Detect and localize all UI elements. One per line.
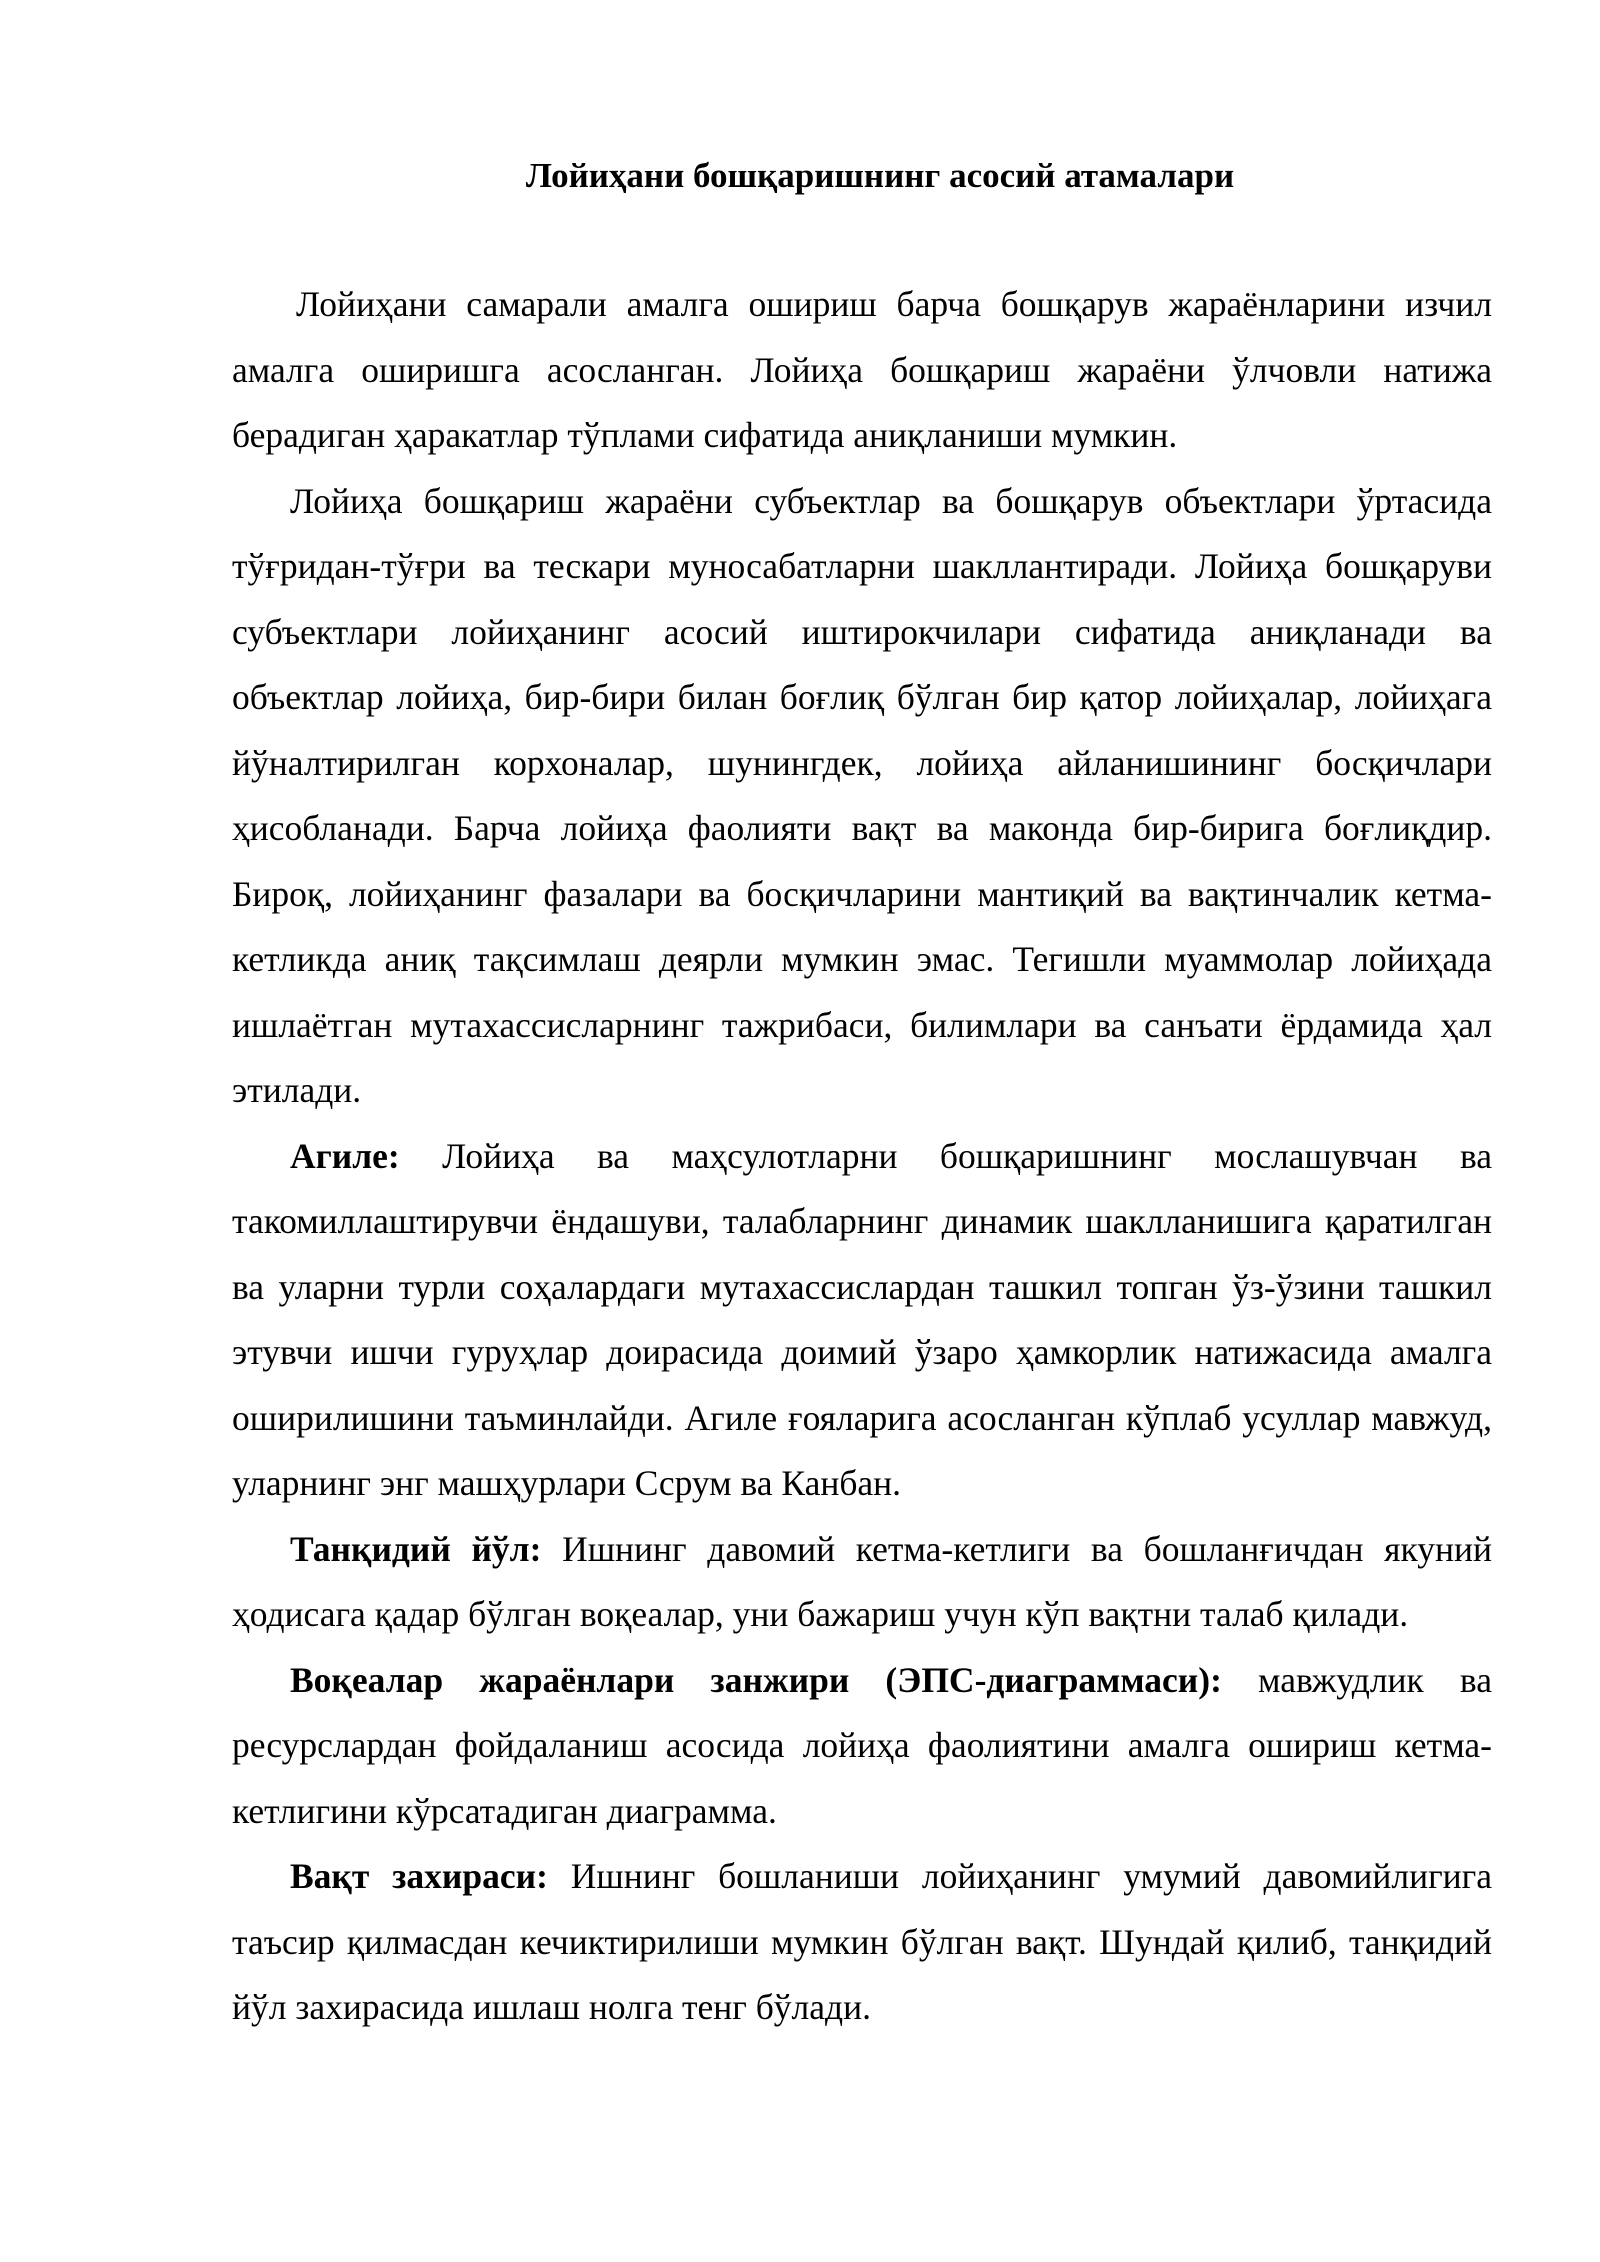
paragraph-process — [232, 469, 1492, 1124]
paragraph-text: мавжудлик ва ресурслардан фойдаланиш асосида лойиҳа фаолиятини амалга ошириш кетма-кетлигини кўрсатадиган диаграмма. — [232, 1659, 1492, 1831]
paragraph-text: Ишнинг бошланиши лойиҳанинг умумий давомийлигига таъсир қилмасдан кечиктирилиши мумкин бўлган вақт. Шундай қилиб, танқидий йўл захирасида ишлаш нолга тенг бўлади. — [232, 1856, 1492, 2027]
paragraph-term: Агиле: — [290, 1135, 400, 1176]
paragraph-text: Лойиҳани самарали амалга ошириш барча бошқарув жараёнларини изчил амалга оширишга асосланган. Лойиҳа бошқариш жараёни ўлчовли натижа берадиган ҳаракатлар тўплами сифатида аниқланиши мумкин. — [232, 284, 1492, 455]
paragraph-term: Танқидий йўл: — [290, 1528, 542, 1569]
paragraph-term: Вақт захираси: — [290, 1856, 548, 1896]
paragraph-text: Ишнинг давомий кетма-кетлиги ва бошланғичдан якуний ҳодисага қадар бўлган воқеалар, уни бажариш учун кўп вақтни талаб қилади. — [232, 1528, 1492, 1634]
paragraph-time-reserve — [232, 1844, 1492, 2041]
paragraph-text: Лойиҳа ва маҳсулотларни бошқаришнинг мослашувчан ва такомиллаштирувчи ёндашуви, талабларнинг динамик шаклланишига қаратилган ва уларни турли соҳалардаги мутахассислардан ташкил топган ўз-ўзини ташкил этувчи ишчи гуруҳлар доирасида доимий ўзаро ҳамкорлик натижасида амалга оширилишини таъминлайди. Агиле ғояларига асосланган кўплаб усуллар мавжуд, уларнинг энг машҳурлари Ссрум ва Канбан. — [232, 1135, 1492, 1503]
document-body — [232, 272, 1492, 2041]
paragraph-intro — [232, 272, 1492, 469]
paragraph-critical-path — [232, 1517, 1492, 1648]
paragraph-agile — [232, 1124, 1492, 1517]
paragraph-text: Лойиҳа бошқариш жараёни субъектлар ва бошқарув объектлари ўртасида тўғридан-тўғри ва тескари муносабатларни шакллантиради. Лойиҳа бошқаруви субъектлари лойиҳанинг асосий иштирокчилари сифатида аниқланади ва объектлар лойиҳа, бир-бири билан боғлиқ бўлган бир қатор лойиҳалар, лойиҳага йўналтирилган корхоналар, шунингдек, лойиҳа айланишининг босқичлари ҳисобланади. Барча лойиҳа фаолияти вақт ва маконда бир-бирига боғлиқдир. Бироқ, лойиҳанинг фазалари ва босқичларини мантиқий ва вақтинчалик кетма-кетликда аниқ тақсимлаш деярли мумкин эмас. Тегишли муаммолар лойиҳада ишлаётган мутахассисларнинг тажрибаси, билимлари ва санъати ёрдамида ҳал этилади. — [232, 480, 1492, 1110]
paragraph-epc-diagram — [232, 1648, 1492, 1845]
paragraph-term: Воқеалар жараёнлари занжири (ЭПС-диаграммаси): — [290, 1659, 1222, 1700]
document-title: Лойиҳани бошқаришнинг асосий атамалари — [525, 156, 1235, 195]
